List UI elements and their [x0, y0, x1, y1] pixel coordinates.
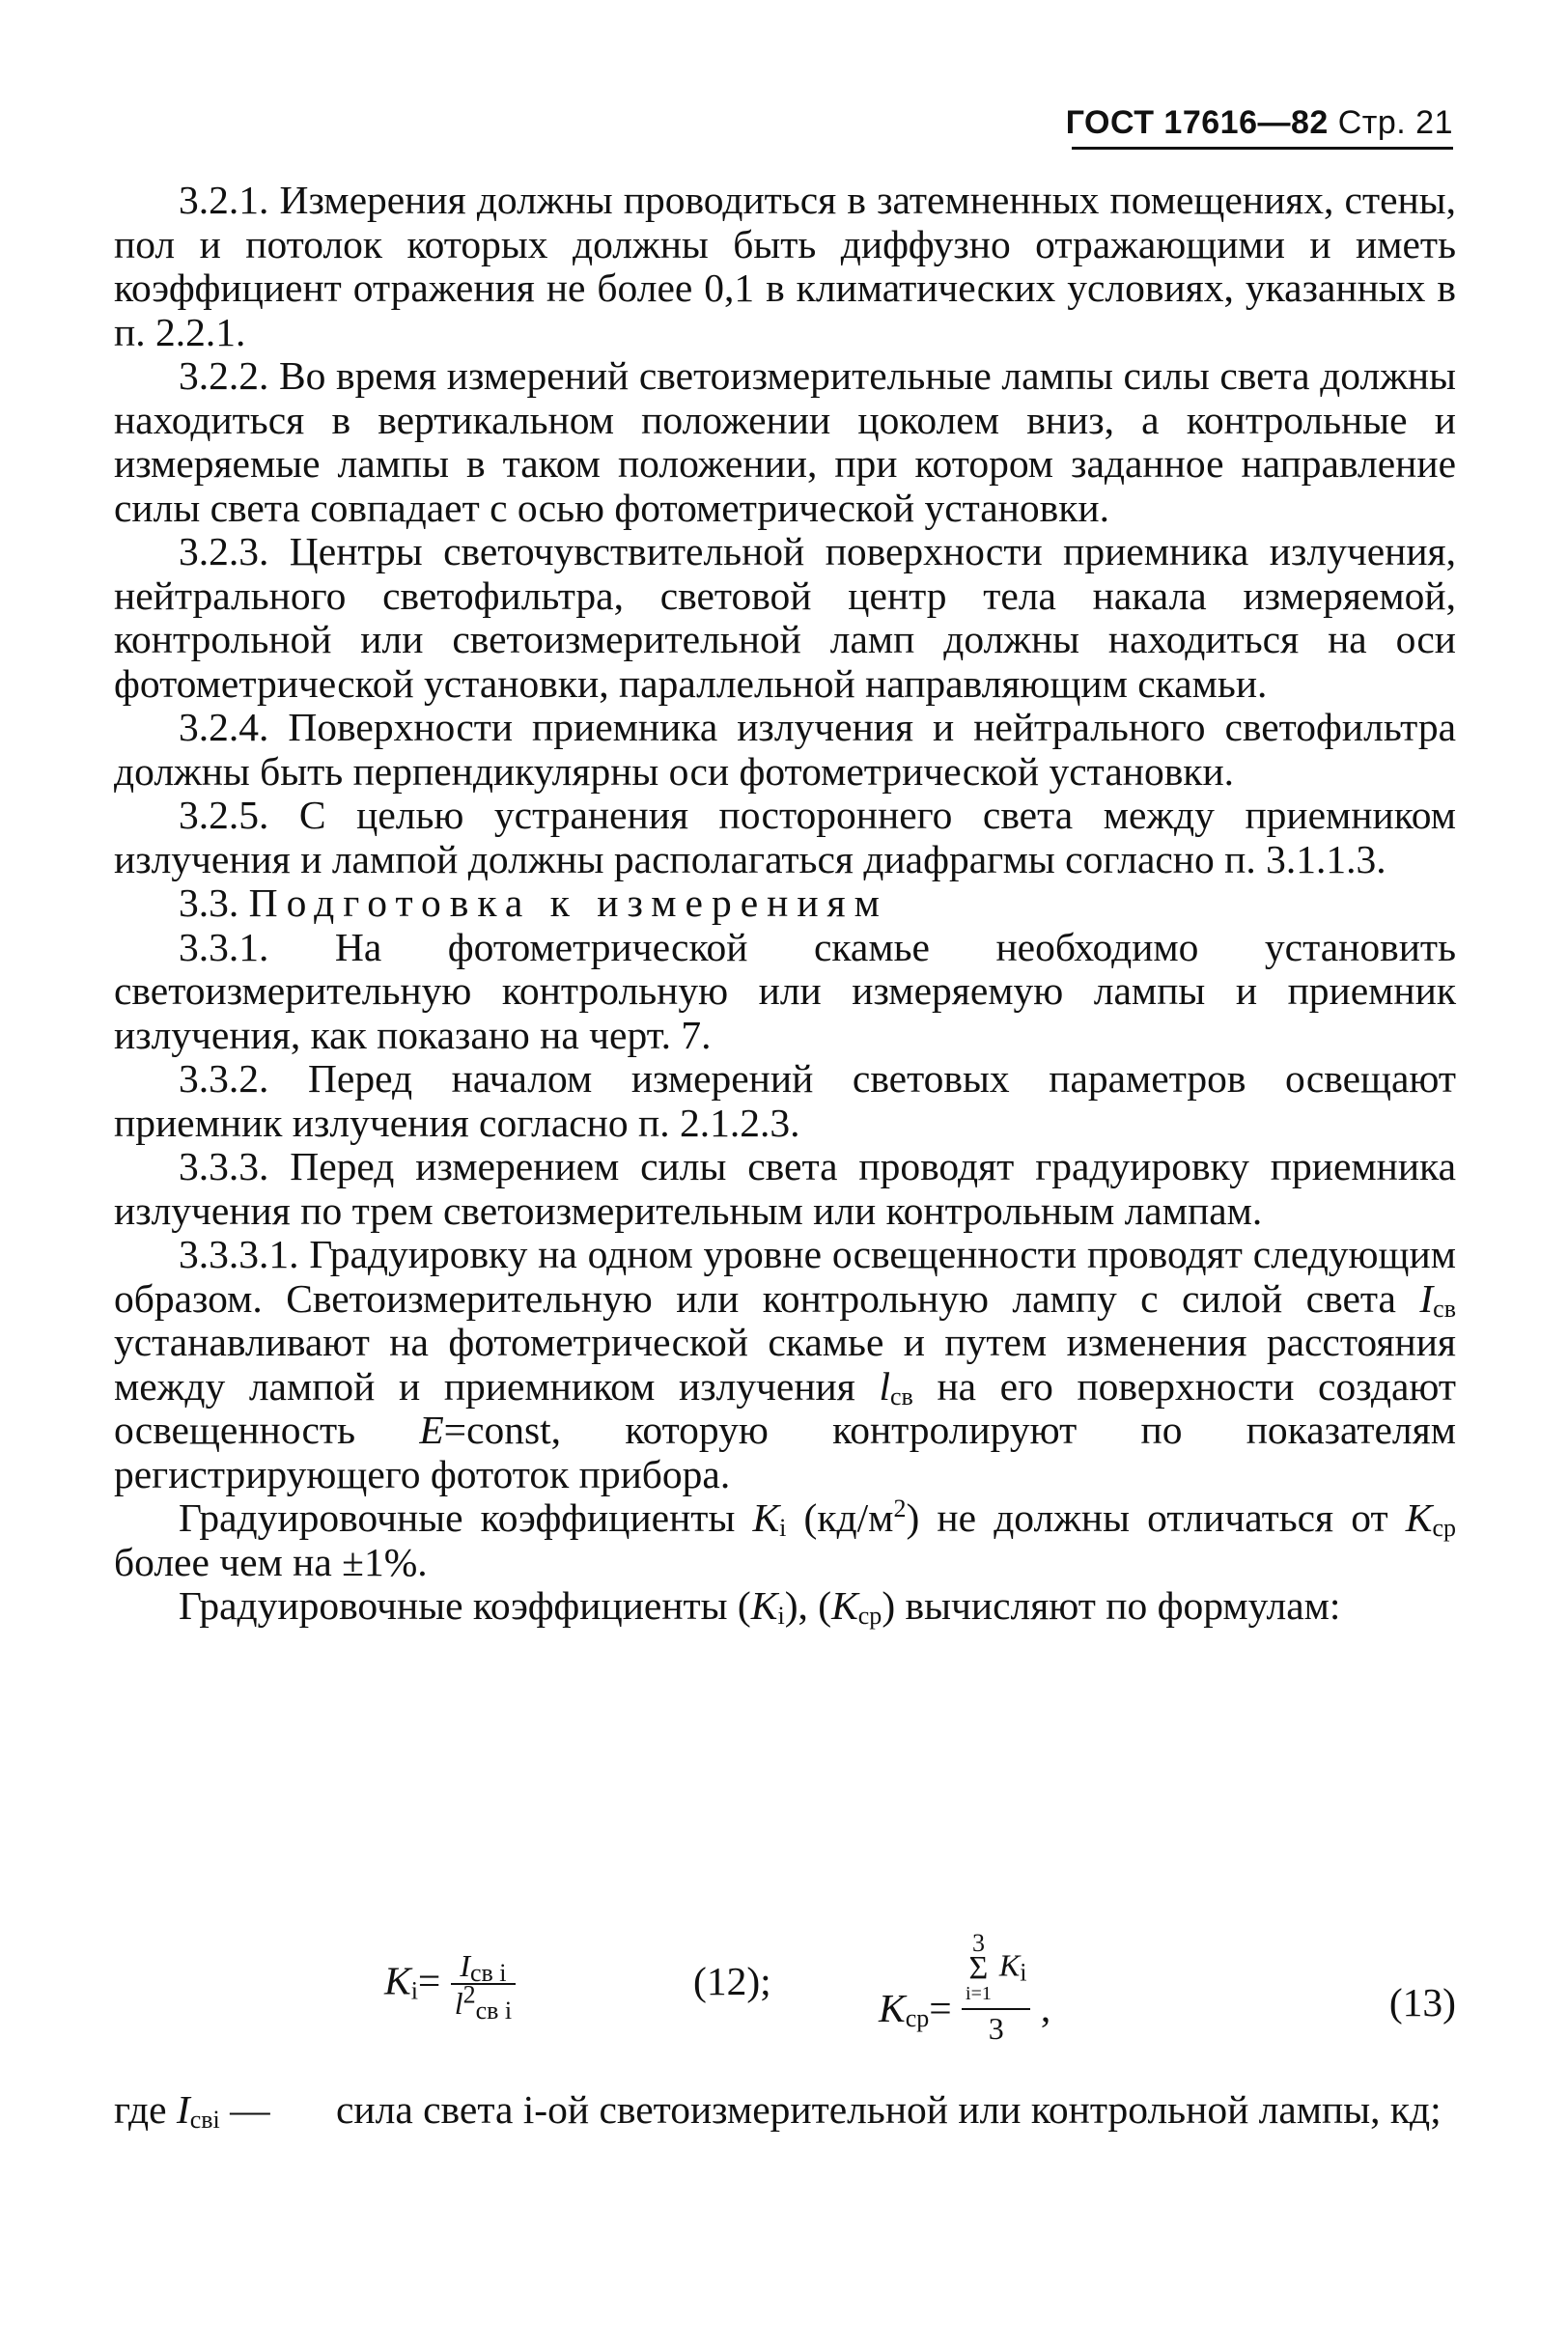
section-number: 3.3. [179, 880, 239, 925]
section-title: Подготовка к измерениям [248, 880, 888, 925]
formula-12-fraction: $\frac{I_{св i}}{l^2_{св i}}$ [451, 1948, 516, 2022]
paragraph-3-3-2: 3.3.2. Перед началом измерений световых параметров освещают приемник излучения согласно п. 2.1.2.3. [114, 1056, 1456, 1145]
paragraph-3-3-3-1: 3.3.3.1. Градуировку на одном уровне освещенности проводят следующим образом. Светоизмерительную или контрольную лампу с силой света $I_{св}$ устанавливают на фотометрической скамье и путем изменения расстояния между лампой и приемником излучения $l_{св}$ на его поверхности создают освещенность E=const, которую контролируют по показателям регистрирующего фототок прибора. [114, 1232, 1457, 1496]
page-header [1014, 104, 1453, 142]
variable-definition-text: сила света i-ой светоизмерительной или контрольной лампы, кд; [336, 2087, 1442, 2132]
formula-13-number: (13) [1388, 1980, 1456, 2025]
paragraph-3-2-2: 3.2.2. Во время измерений светоизмерительные лампы силы света должны находиться в вертикальном положении цоколем вниз, а контрольные и измеряемые лампы в таком положении, при котором заданное направление силы света совпадает с осью фотометрической установки. [114, 353, 1456, 530]
paragraph-3-3-3: 3.3.3. Перед измерением силы света проводят градуировку приемника излучения по трем светоизмерительным или контрольным лампам. [114, 1144, 1456, 1233]
formula-block [114, 1931, 1456, 2066]
sum-operator: 3 Σ i=1 [966, 1929, 992, 2004]
formula-13: $K_{ср}=$ 3 Σ i=1 $K_i$ 3 , [879, 1929, 1051, 2046]
paragraph-3-3-1: 3.3.1. На фотометрической скамье необходимо установить светоизмерительную контрольную или измеряемую лампы и приемник излучения, как показано на черт. 7. [114, 924, 1456, 1057]
document-body [114, 179, 1456, 1629]
page-number: Стр. 21 [1337, 104, 1453, 141]
variable-definition: где $I_{свi}$ — сила света i-ой светоизмерительной или контрольной лампы, кд; [114, 2085, 1456, 2134]
paragraph-3-2-1: 3.2.1. Измерения должны проводиться в затемненных помещениях, стены, пол и потолок которых должны быть диффузно отражающими и иметь коэффициент отражения не более 0,1 в климатических условиях, указанных в п. 2.2.1. [114, 178, 1456, 354]
header-rule [1072, 147, 1453, 150]
formula-12: $K_i=$ $\frac{I_{св i}}{l^2_{св i}}$ [384, 1948, 516, 2022]
paragraph-3-2-3: 3.2.3. Центры светочувствительной поверхности приемника излучения, нейтрального светофильтра, световой центр тела накала измеряемой, контрольной или светоизмерительной ламп должны находиться на оси фотометрической установки, параллельной направляющим скамьи. [114, 529, 1456, 706]
paragraph-calibration-coefficients: Градуировочные коэффициенты $K_i$ $(кд/м^2)$ не должны отличаться от $K_{ср}$ более чем на ±1%. [114, 1494, 1457, 1584]
paragraph-formulas-intro: Градуировочные коэффициенты $(K_i)$, $(K_{ср})$ вычисляют по формулам: [179, 1583, 1341, 1630]
paragraph-3-2-5: 3.2.5. С целью устранения постороннего света между приемником излучения и лампой должны располагаться диафрагмы согласно п. 3.1.1.3. [114, 793, 1456, 881]
section-heading [114, 881, 1456, 926]
formula-13-fraction: 3 Σ i=1 $K_i$ 3 [962, 1931, 1030, 2047]
standard-number: ГОСТ 17616—82 [1065, 104, 1329, 141]
formula-12-number: (12); [693, 1959, 771, 2003]
paragraph-3-2-4: 3.2.4. Поверхности приемника излучения и нейтрального светофильтра должны быть перпендикулярны оси фотометрической установки. [114, 705, 1456, 794]
